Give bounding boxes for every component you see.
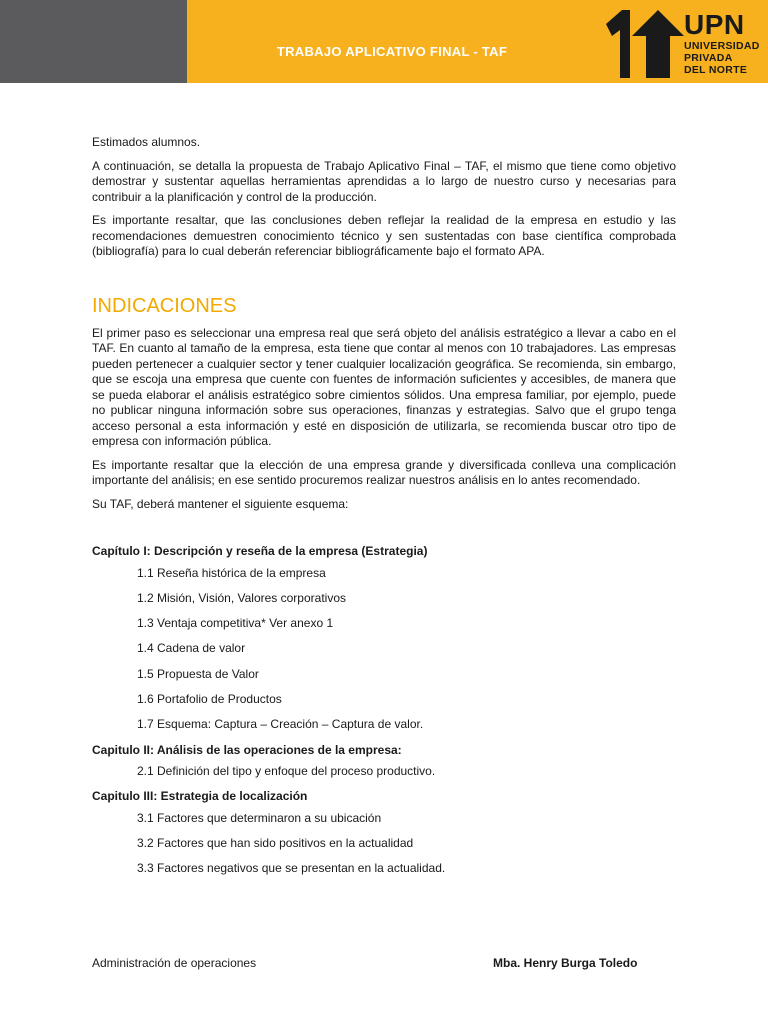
chapter-3-title: Capitulo III: Estrategia de localización bbox=[92, 789, 308, 804]
chapter-1-title: Capítulo I: Descripción y reseña de la empresa (Estrategia) bbox=[92, 544, 428, 558]
intro-paragraph-2: Es importante resaltar, que las conclusiones deben reflejar la realidad de la empresa en estudio y las recomendaciones demuestren conocimiento técnico y sen sustentadas con base científica comprobada (bibliografía) para lo cual deberán referenciar bibliográficamente bajo el formato APA. bbox=[92, 213, 676, 258]
page-header bbox=[0, 0, 768, 83]
upn-logo bbox=[598, 0, 768, 83]
header-gray-block bbox=[0, 0, 187, 83]
logo-text bbox=[684, 10, 760, 76]
logo-name: UPN bbox=[684, 9, 745, 40]
list-item: 3.2 Factores que han sido positivos en la actualidad bbox=[137, 836, 414, 851]
logo-line-2: PRIVADA bbox=[684, 52, 733, 64]
intro-paragraph-1: A continuación, se detalla la propuesta de Trabajo Aplicativo Final – TAF, el mismo que tiene como objetivo demostrar y sustentar aquellas herramientas aprendidas a lo largo de nuestro curso y necesarias para contribuir a la planificación y control de la producción. bbox=[92, 158, 676, 204]
chapter-2-title: Capitulo II: Análisis de las operaciones de la empresa: bbox=[92, 742, 402, 757]
section-heading-indicaciones: INDICACIONES bbox=[92, 294, 237, 317]
list-item: 1.5 Propuesta de Valor bbox=[137, 666, 259, 681]
list-item: 3.3 Factores negativos que se presentan en la actualidad. bbox=[137, 861, 446, 876]
list-item: 1.1 Reseña histórica de la empresa bbox=[137, 565, 326, 580]
indicaciones-paragraph-3: Su TAF, deberá mantener el siguiente esquema: bbox=[92, 496, 349, 511]
list-item: 1.2 Misión, Visión, Valores corporativos bbox=[137, 590, 346, 605]
list-item: 1.7 Esquema: Captura – Creación – Captura de valor. bbox=[137, 717, 424, 732]
list-item: 1.6 Portafolio de Productos bbox=[137, 691, 282, 706]
document-body bbox=[92, 135, 676, 887]
list-item: 3.1 Factores que determinaron a su ubicación bbox=[137, 810, 382, 825]
logo-line-1: UNIVERSIDAD bbox=[684, 40, 760, 52]
list-item: 2.1 Definición del tipo y enfoque del proceso productivo. bbox=[137, 764, 436, 779]
spacer bbox=[92, 520, 676, 544]
logo-line-3: DEL NORTE bbox=[684, 64, 748, 76]
indicaciones-paragraph-2: Es importante resaltar que la elección de una empresa grande y diversificada conlleva una complicación importante del análisis; en ese sentido procuremos realizar nuestros análisis en lo antes recomendado. bbox=[92, 457, 676, 487]
footer-author: Mba. Henry Burga Toledo bbox=[493, 956, 638, 970]
upn-arrow-logo-icon bbox=[606, 10, 684, 78]
footer-course: Administración de operaciones bbox=[92, 956, 257, 970]
list-item: 1.4 Cadena de valor bbox=[137, 641, 246, 656]
header-title: TRABAJO APLICATIVO FINAL - TAF bbox=[276, 44, 508, 59]
list-item: 1.3 Ventaja competitiva* Ver anexo 1 bbox=[137, 616, 334, 631]
greeting: Estimados alumnos. bbox=[92, 135, 201, 149]
indicaciones-paragraph-1: El primer paso es seleccionar una empresa real que será objeto del análisis estratégico a llevar a cabo en el TAF. En cuanto al tamaño de la empresa, esta tiene que contar al menos con 10 trabajadores. Las empresas pueden pertenecer a cualquier sector y tener cualquier localización geográfica. Se recomienda, sin embargo, que se escoja una empresa que cuente con fuentes de información suficientes y accesibles, de manera que se pueda elaborar el análisis estratégico sobre cimientos sólidos. Una empresa familiar, por ejemplo, puede no publicar ninguna información sobre sus operaciones, finanzas y estrategias. Salvo que el grupo tenga acceso personal a esta información y esté en disposición de utilizarla, se recomienda buscar otro tipo de empresa con información pública. bbox=[92, 325, 676, 448]
